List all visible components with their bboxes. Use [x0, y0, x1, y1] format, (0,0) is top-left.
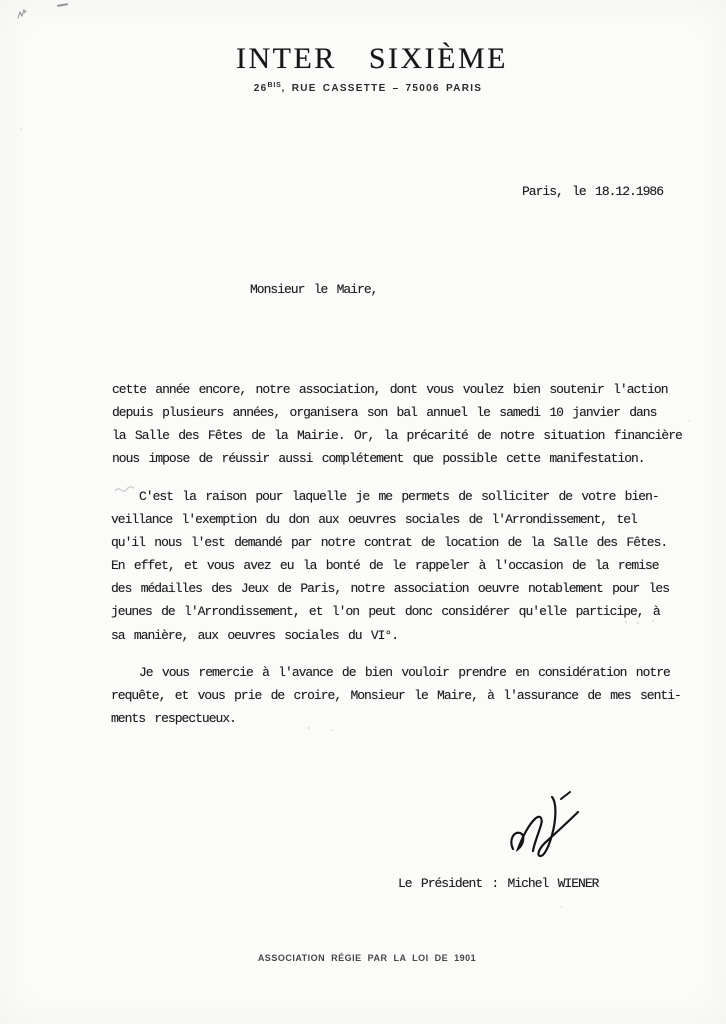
body-line: sa manière, aux oeuvres sociales du VI°. — [111, 627, 399, 643]
pencil-dash-mark — [57, 3, 68, 7]
body-line: Je vous remercie à l'avance de bien vouloir prendre en considération notre — [139, 665, 670, 680]
body-line: cette année encore, notre association, dont vous voulez bien soutenir l'action — [112, 382, 668, 397]
paper-speck — [688, 420, 690, 422]
body-line: des médailles des Jeux de Paris, notre association oeuvre notablement pour les — [111, 581, 669, 597]
paragraph-3 — [111, 661, 681, 730]
body-line: depuis plusieurs années, organisera son bal annuel le samedi 10 janvier dans — [112, 405, 657, 421]
salutation: Monsieur le Maire, — [250, 282, 378, 297]
body-line: la Salle des Fêtes de la Mairie. Or, la précarité de notre situation financière — [112, 428, 682, 444]
body-line: En effet, et vous avez eu la bonté de le rappeler à l'occasion de la remise — [111, 558, 659, 574]
body-line: jeunes de l'Arrondissement, et l'on peut donc considérer qu'elle participe, à — [111, 604, 660, 620]
paper-speck — [560, 906, 562, 908]
body-line: veillance l'exemption du don aux oeuvres sociales de l'Arrondissement, tel — [111, 512, 637, 528]
letterhead-address — [5, 82, 726, 94]
paper-speck — [20, 128, 22, 130]
address-rest: , RUE CASSETTE – 75006 PARIS — [281, 83, 483, 94]
address-bis-superscript: BIS — [267, 82, 282, 89]
body-line: requête, et vous prie de croire, Monsieur le Maire, à l'assurance de mes senti- — [111, 688, 681, 704]
paragraph-1 — [112, 378, 682, 470]
closing-line: Le Président : Michel WIENER — [398, 876, 599, 891]
footer-legal-line: ASSOCIATION RÉGIE PAR LA LOI DE 1901 — [257, 953, 477, 963]
signature-scribble — [505, 787, 595, 867]
body-line: nous impose de réussir aussi complétement que possible cette manifestation. — [112, 451, 645, 467]
paragraph-2 — [111, 485, 669, 647]
address-street-number: 26 — [253, 83, 268, 94]
body-line: ments respectueux. — [111, 711, 236, 727]
pencil-mark-icon — [16, 7, 30, 21]
date-line: Paris, le 18.12.1986 — [522, 184, 664, 199]
letterhead-org-name: INTER SIXIÈME — [236, 42, 508, 75]
body-line: C'est la raison pour laquelle je me permets de solliciter de votre bien- — [139, 489, 659, 504]
body-line: qu'il nous l'est demandé par notre contrat de location de la Salle des Fêtes. — [111, 535, 668, 551]
